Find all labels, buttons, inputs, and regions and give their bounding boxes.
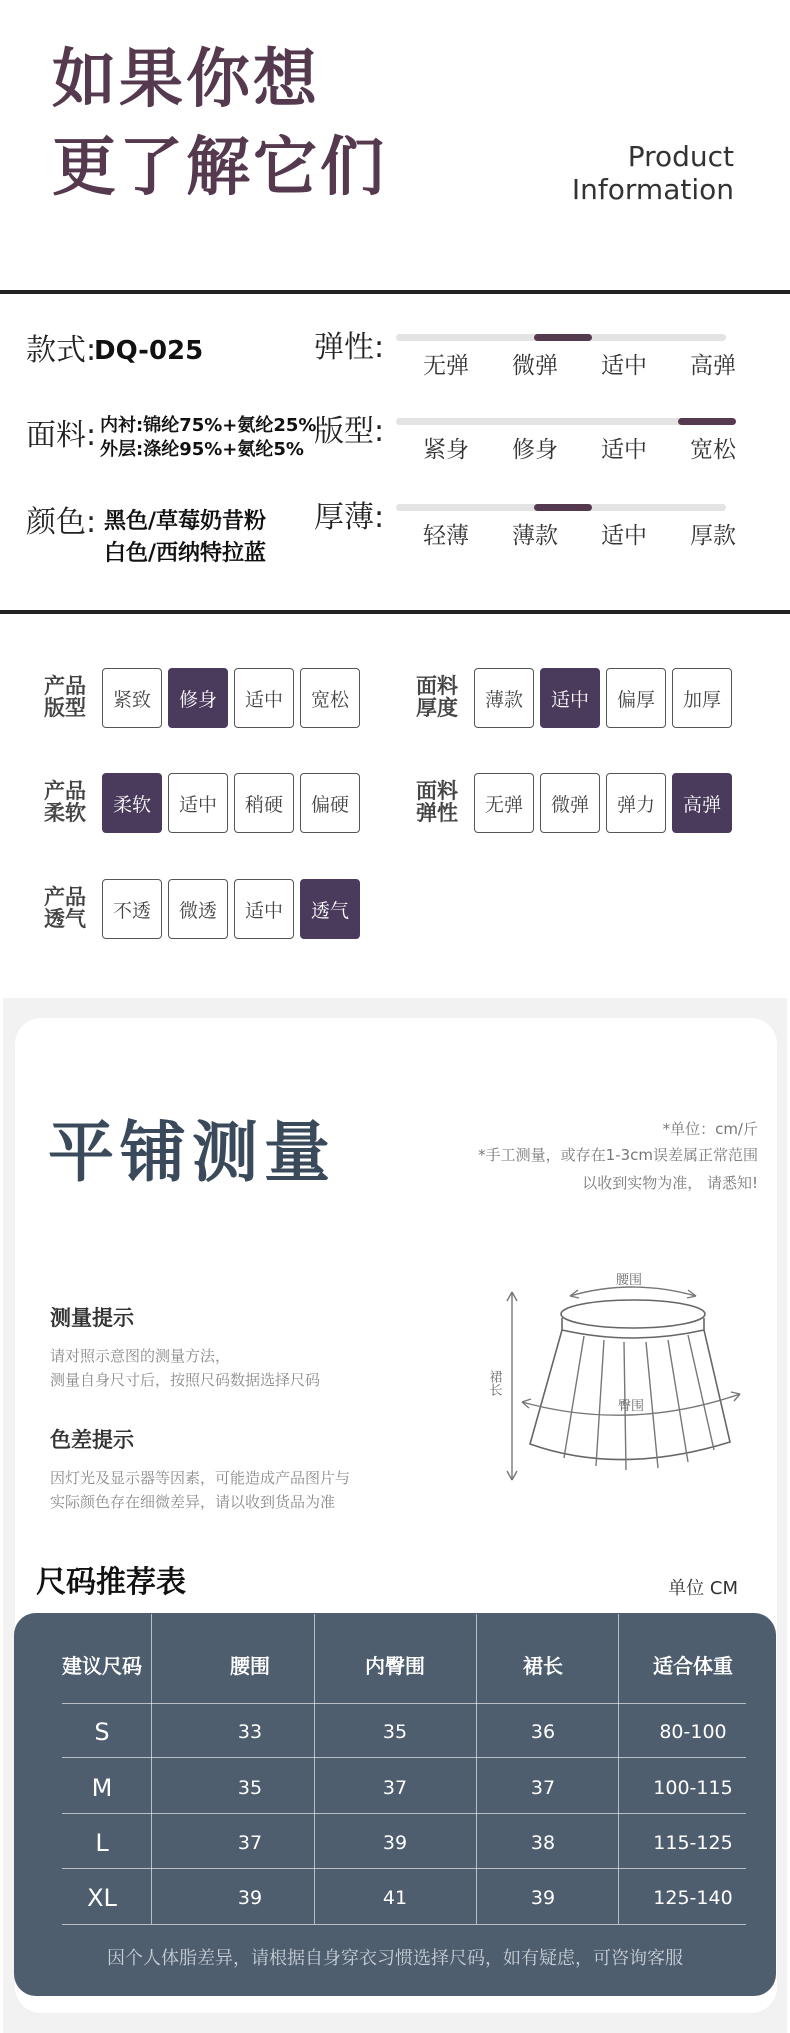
english-heading-line1: Product — [627, 140, 734, 173]
rating-label-line2: 透气 — [44, 907, 86, 931]
table-cell-3-3: 39 — [530, 1887, 556, 1909]
rating-option-1-0: 薄款 — [474, 668, 534, 728]
rating-label-3 — [416, 780, 464, 824]
scale-label-1: 版型: — [314, 414, 385, 449]
scale-marker-0 — [534, 334, 592, 341]
error-note: *手工测量，或存在1-3cm误差属正常范围 — [478, 1146, 758, 1164]
color-hint-line1: 因灯光及显示器等因素，可能造成产品图片与 — [50, 1469, 351, 1487]
rating-option-3-1: 微弹 — [540, 773, 600, 833]
material-line2: 外层:涤纶95%+氨纶5% — [100, 439, 304, 460]
english-heading — [572, 140, 734, 206]
scale-option-2-3: 厚款 — [690, 523, 736, 549]
actual-note: 以收到实物为准， 请悉知! — [582, 1174, 758, 1192]
scale-marker-1 — [678, 418, 736, 425]
table-cell-2-4: 115-125 — [653, 1832, 733, 1854]
rating-label-1 — [416, 675, 464, 719]
table-cell-0-3: 36 — [530, 1721, 556, 1743]
diagram-waist-label: 腰围 — [616, 1273, 643, 1288]
scale-option-1-1: 修身 — [512, 437, 558, 463]
scale-label-2: 厚薄: — [314, 500, 385, 535]
scale-option-1-2: 适中 — [601, 437, 647, 463]
rating-label-line1: 产品 — [44, 885, 86, 909]
rating-option-3-0: 无弹 — [474, 773, 534, 833]
scale-option-1-3: 宽松 — [690, 437, 736, 463]
diagram-hip-label: 臀围 — [618, 1399, 645, 1414]
rating-option-4-2: 适中 — [234, 879, 294, 939]
divider-top — [0, 290, 790, 294]
measure-hint-text — [50, 1344, 320, 1392]
table-header-0: 建议尺码 — [62, 1654, 142, 1678]
rating-option-0-3: 宽松 — [300, 668, 360, 728]
table-cell-1-1: 35 — [237, 1777, 263, 1799]
rating-option-1-2: 偏厚 — [606, 668, 666, 728]
material-line1: 内衬:锦纶75%+氨纶25% — [100, 415, 317, 436]
scale-option-0-2: 适中 — [601, 353, 647, 379]
table-cell-3-4: 125-140 — [653, 1887, 733, 1909]
rating-label-4 — [44, 886, 92, 930]
table-col-divider — [151, 1614, 152, 1924]
rating-label-line2: 版型 — [44, 696, 86, 720]
rating-label-line1: 产品 — [44, 674, 86, 698]
table-cell-2-3: 38 — [530, 1832, 556, 1854]
rating-label-line1: 产品 — [44, 779, 86, 803]
divider-middle — [0, 610, 790, 614]
table-cell-0-1: 33 — [237, 1721, 263, 1743]
rating-option-2-2: 稍硬 — [234, 773, 294, 833]
table-cell-3-1: 39 — [237, 1887, 263, 1909]
rating-option-1-1: 适中 — [540, 668, 600, 728]
scale-option-0-3: 高弹 — [690, 353, 736, 379]
hero-title-line2: 更了解它们 — [52, 131, 387, 205]
table-row-divider — [62, 1868, 746, 1869]
material-label: 面料: — [26, 418, 97, 453]
color-hint-line2: 实际颜色存在细微差异，请以收到货品为准 — [50, 1493, 336, 1511]
color-hint-title: 色差提示 — [50, 1428, 134, 1452]
table-col-divider — [618, 1614, 619, 1924]
rating-option-1-3: 加厚 — [672, 668, 732, 728]
material-values — [100, 414, 316, 462]
color-values — [104, 506, 266, 570]
table-cell-3-0: XL — [87, 1884, 117, 1912]
table-cell-0-2: 35 — [382, 1721, 408, 1743]
table-header-3: 裙长 — [523, 1654, 563, 1678]
color-line1: 黑色/草莓奶昔粉 — [104, 509, 267, 534]
rating-option-0-2: 适中 — [234, 668, 294, 728]
table-col-divider — [476, 1614, 477, 1924]
rating-label-line2: 厚度 — [416, 696, 458, 720]
size-table-footer: 因个人体脂差异，请根据自身穿衣习惯选择尺码，如有疑虑，可咨询客服 — [107, 1948, 683, 1969]
scale-option-2-0: 轻薄 — [423, 523, 469, 549]
rating-option-4-0: 不透 — [102, 879, 162, 939]
table-cell-2-0: L — [95, 1829, 109, 1857]
rating-option-0-0: 紧致 — [102, 668, 162, 728]
scale-option-0-1: 微弹 — [512, 353, 558, 379]
table-header-4: 适合体重 — [653, 1654, 733, 1678]
hero-title-line1: 如果你想 — [52, 43, 320, 117]
table-cell-0-0: S — [94, 1718, 110, 1746]
measure-hint-title: 测量提示 — [50, 1306, 134, 1330]
table-cell-1-4: 100-115 — [653, 1777, 733, 1799]
style-value: DQ-025 — [94, 336, 204, 366]
scale-track-0 — [396, 334, 726, 341]
table-cell-2-2: 39 — [382, 1832, 408, 1854]
rating-label-0 — [44, 675, 92, 719]
scale-track-1 — [396, 418, 726, 425]
measure-title: 平铺测量 — [48, 1114, 336, 1191]
rating-label-line1: 面料 — [416, 674, 458, 698]
table-header-1: 腰围 — [230, 1654, 270, 1678]
table-cell-0-4: 80-100 — [659, 1721, 727, 1743]
table-cell-1-2: 37 — [382, 1777, 408, 1799]
waist-arrow-icon — [570, 1287, 696, 1296]
color-hint-text — [50, 1466, 350, 1514]
rating-label-line2: 柔软 — [44, 801, 86, 825]
rating-option-2-1: 适中 — [168, 773, 228, 833]
scale-option-2-2: 适中 — [601, 523, 647, 549]
skirt-diagram — [486, 1262, 750, 1502]
scale-option-2-1: 薄款 — [512, 523, 558, 549]
rating-option-3-3: 高弹 — [672, 773, 732, 833]
table-cell-1-0: M — [91, 1774, 113, 1802]
table-cell-2-1: 37 — [237, 1832, 263, 1854]
table-col-divider — [314, 1614, 315, 1924]
rating-option-3-2: 弹力 — [606, 773, 666, 833]
size-table-unit: 单位 CM — [668, 1578, 738, 1599]
table-row-divider — [62, 1703, 746, 1704]
scale-marker-2 — [534, 504, 592, 511]
english-heading-line2: Information — [571, 173, 734, 206]
table-row-divider — [62, 1813, 746, 1814]
measure-hint-line2: 测量自身尺寸后，按照尺码数据选择尺码 — [50, 1371, 321, 1389]
scale-option-0-0: 无弹 — [423, 353, 469, 379]
diagram-length-label: 裙长 — [486, 1370, 502, 1396]
color-line2: 白色/西纳特拉蓝 — [104, 541, 267, 566]
rating-option-4-1: 微透 — [168, 879, 228, 939]
style-label: 款式: — [26, 333, 97, 368]
rating-option-4-3: 透气 — [300, 879, 360, 939]
table-row-divider — [62, 1757, 746, 1758]
unit-note: *单位：cm/斤 — [662, 1120, 758, 1138]
rating-label-2 — [44, 780, 92, 824]
rating-option-2-3: 偏硬 — [300, 773, 360, 833]
rating-option-2-0: 柔软 — [102, 773, 162, 833]
rating-label-line1: 面料 — [416, 779, 458, 803]
size-table-title: 尺码推荐表 — [36, 1565, 186, 1600]
table-header-2: 内臀围 — [365, 1654, 425, 1678]
rating-label-line2: 弹性 — [416, 801, 458, 825]
scale-label-0: 弹性: — [314, 330, 385, 365]
scale-track-2 — [396, 504, 726, 511]
table-row-divider — [62, 1924, 746, 1925]
measure-hint-line1: 请对照示意图的测量方法， — [50, 1347, 231, 1365]
rating-option-0-1: 修身 — [168, 668, 228, 728]
table-cell-3-2: 41 — [382, 1887, 408, 1909]
table-cell-1-3: 37 — [530, 1777, 556, 1799]
scale-option-1-0: 紧身 — [423, 437, 469, 463]
color-label: 颜色: — [26, 505, 97, 540]
